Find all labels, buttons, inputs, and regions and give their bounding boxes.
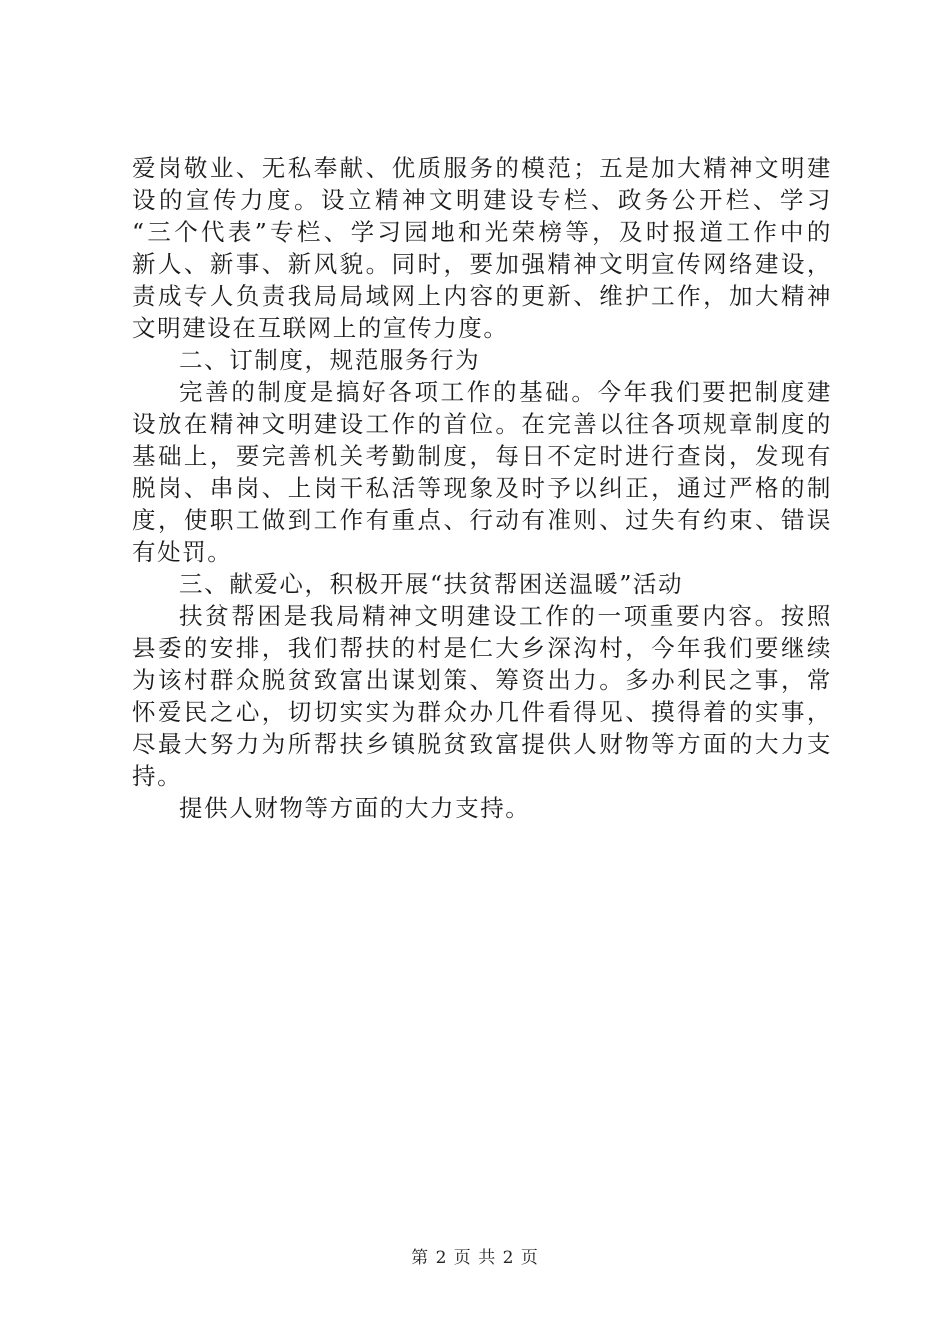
- text-line: 责成专人负责我局局域网上内容的更新、维护工作，加大精神: [132, 282, 832, 310]
- section-heading: 二、订制度，规范服务行为: [179, 346, 481, 374]
- document-body: [132, 152, 832, 824]
- text-line: 完善的制度是搞好各项工作的基础。今年我们要把制度建: [179, 378, 832, 406]
- text-line: 基础上，要完善机关考勤制度，每日不定时进行查岗，发现有: [132, 442, 832, 470]
- text-line: 文明建设在互联网上的宣传力度。: [132, 314, 509, 342]
- section-heading: 三、献爱心，积极开展“扶贫帮困送温暖”活动: [179, 570, 684, 598]
- text-line: 持。: [132, 762, 183, 790]
- text-line: 提供人财物等方面的大力支持。: [179, 794, 531, 822]
- text-line: 脱岗、串岗、上岗干私活等现象及时予以纠正，通过严格的制: [132, 474, 832, 502]
- text-line: 设的宣传力度。设立精神文明建设专栏、政务公开栏、学习: [132, 186, 832, 214]
- text-line: 爱岗敬业、无私奉献、优质服务的模范；五是加大精神文明建: [132, 154, 832, 182]
- text-line: 度，使职工做到工作有重点、行动有准则、过失有约束、错误: [132, 506, 832, 534]
- text-line: 县委的安排，我们帮扶的村是仁大乡深沟村，今年我们要继续: [132, 634, 832, 662]
- text-line: 有处罚。: [132, 538, 233, 566]
- page-number-footer: 第 2 页 共 2 页: [411, 1248, 539, 1268]
- text-line: 新人、新事、新风貌。同时，要加强精神文明宣传网络建设，: [132, 250, 832, 278]
- text-line: 怀爱民之心，切切实实为群众办几件看得见、摸得着的实事，: [132, 698, 832, 726]
- text-line: “三个代表”专栏、学习园地和光荣榜等，及时报道工作中的: [132, 218, 832, 246]
- text-line: 尽最大努力为所帮扶乡镇脱贫致富提供人财物等方面的大力支: [132, 730, 832, 758]
- text-line: 为该村群众脱贫致富出谋划策、筹资出力。多办利民之事，常: [132, 666, 832, 694]
- text-line: 设放在精神文明建设工作的首位。在完善以往各项规章制度的: [132, 410, 832, 438]
- text-line: 扶贫帮困是我局精神文明建设工作的一项重要内容。按照: [179, 602, 832, 630]
